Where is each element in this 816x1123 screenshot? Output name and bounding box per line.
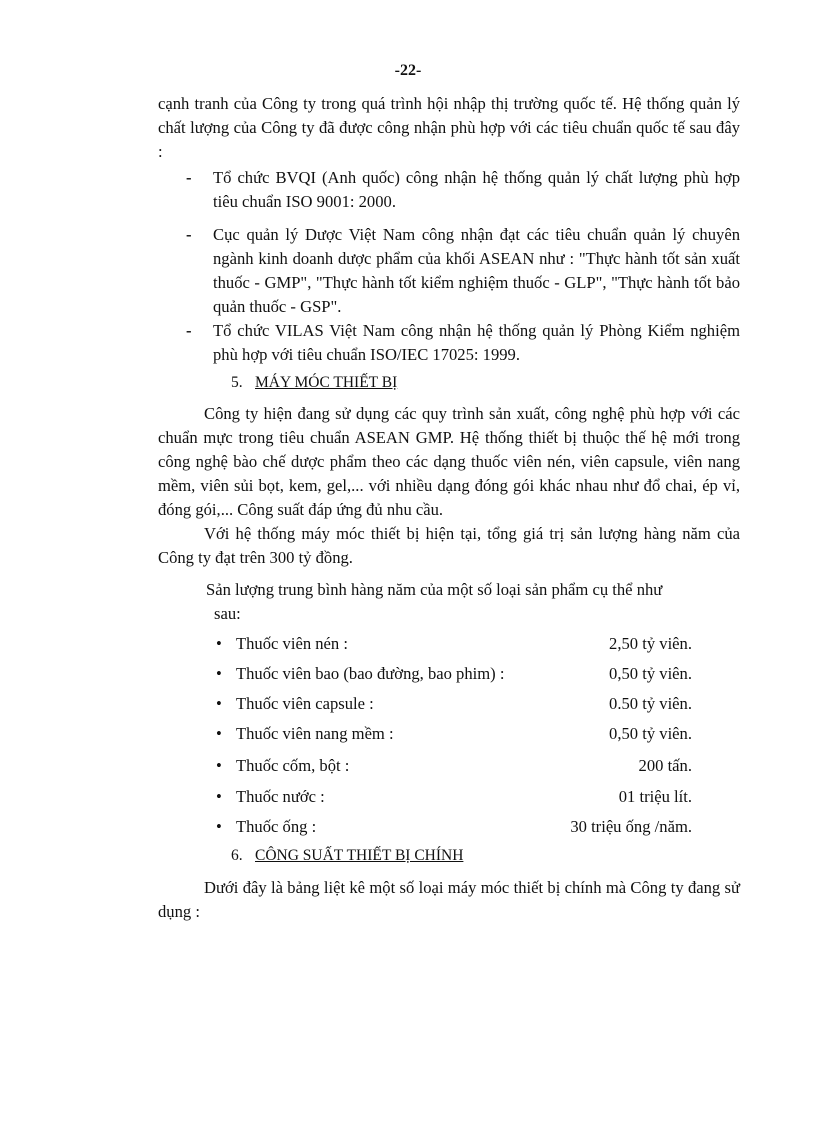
product-amount: 0.50 tỷ viên. xyxy=(609,694,692,713)
product-amount: 2,50 tỷ viên. xyxy=(609,634,692,653)
certification-item xyxy=(186,166,740,214)
bullet-marker: • xyxy=(216,817,222,836)
dash-marker: - xyxy=(186,168,192,187)
product-name: Thuốc nước : xyxy=(236,787,325,806)
bullet-marker: • xyxy=(216,664,222,683)
bullet-marker: • xyxy=(216,756,222,775)
certification-text: Tổ chức VILAS Việt Nam công nhận hệ thống quản lý Phòng Kiểm nghiệm phù hợp với tiêu chuẩn ISO/IEC 17025: 1999. xyxy=(213,321,740,364)
dash-marker: - xyxy=(186,225,192,244)
bullet-marker: • xyxy=(216,694,222,713)
certification-text: Tổ chức BVQI (Anh quốc) công nhận hệ thống quản lý chất lượng phù hợp tiêu chuẩn ISO 9001: 2000. xyxy=(213,168,740,211)
section-5-title: MÁY MÓC THIẾT BỊ xyxy=(255,374,398,391)
certification-item xyxy=(186,223,740,319)
product-name: Thuốc viên capsule : xyxy=(236,694,374,713)
product-amount: 0,50 tỷ viên. xyxy=(609,664,692,683)
section-5-paragraph-1: Công ty hiện đang sử dụng các quy trình sản xuất, công nghệ phù hợp với các chuẩn mực trong tiêu chuẩn ASEAN GMP. Hệ thống thiết bị thuộc thế hệ mới trong công nghệ bào chế dược phẩm theo các dạng thuốc viên nén, viên capsule, viên nang mềm, viên sủi bọt, kem, gel,... với nhiều dạng đóng gói khác nhau như đổ chai, ép vỉ, đóng gói,... Công suất đáp ứng đủ nhu cầu. xyxy=(158,404,740,519)
product-name: Thuốc ống : xyxy=(236,817,317,836)
section-5-paragraph-2: Với hệ thống máy móc thiết bị hiện tại, tổng giá trị sản lượng hàng năm của Công ty đạt trên 300 tỷ đồng. xyxy=(158,524,740,567)
section-5-heading xyxy=(231,372,397,394)
product-amount: 200 tấn. xyxy=(638,756,692,775)
section-6-paragraph: Dưới đây là bảng liệt kê một số loại máy móc thiết bị chính mà Công ty đang sử dụng : xyxy=(158,878,740,921)
dash-marker: - xyxy=(186,321,192,340)
output-intro-line-1: Sản lượng trung bình hàng năm của một số loại sản phẩm cụ thể như xyxy=(206,580,663,599)
product-name: Thuốc cốm, bột : xyxy=(236,756,350,775)
section-6-number: 6. xyxy=(231,847,243,864)
product-amount: 30 triệu ống /năm. xyxy=(570,817,692,836)
output-intro-line-2: sau: xyxy=(214,604,241,623)
output-intro xyxy=(206,578,740,626)
section-6-title: CÔNG SUẤT THIẾT BỊ CHÍNH xyxy=(255,847,464,864)
intro-paragraph: cạnh tranh của Công ty trong quá trình hội nhập thị trường quốc tế. Hệ thống quản lý chất lượng của Công ty đã được công nhận phù hợp với các tiêu chuẩn quốc tế sau đây : xyxy=(158,94,740,161)
bullet-marker: • xyxy=(216,787,222,806)
product-name: Thuốc viên nang mềm : xyxy=(236,724,394,743)
bullet-marker: • xyxy=(216,634,222,653)
certification-text: Cục quản lý Dược Việt Nam công nhận đạt các tiêu chuẩn quản lý chuyên ngành kinh doanh dược phẩm của khối ASEAN như : "Thực hành tốt sản xuất thuốc - GMP", "Thực hành tốt kiểm nghiệm thuốc - GLP", "Thực hành tốt bảo quản thuốc - GSP". xyxy=(213,225,740,316)
product-amount: 01 triệu lít. xyxy=(618,787,692,806)
product-name: Thuốc viên nén : xyxy=(236,634,348,653)
page-number: -22- xyxy=(394,62,422,79)
section-5-number: 5. xyxy=(231,374,243,391)
section-6-heading xyxy=(231,845,463,867)
product-name: Thuốc viên bao (bao đường, bao phim) : xyxy=(236,664,505,683)
product-amount: 0,50 tỷ viên. xyxy=(609,724,692,743)
bullet-marker: • xyxy=(216,724,222,743)
certification-item xyxy=(186,319,740,367)
